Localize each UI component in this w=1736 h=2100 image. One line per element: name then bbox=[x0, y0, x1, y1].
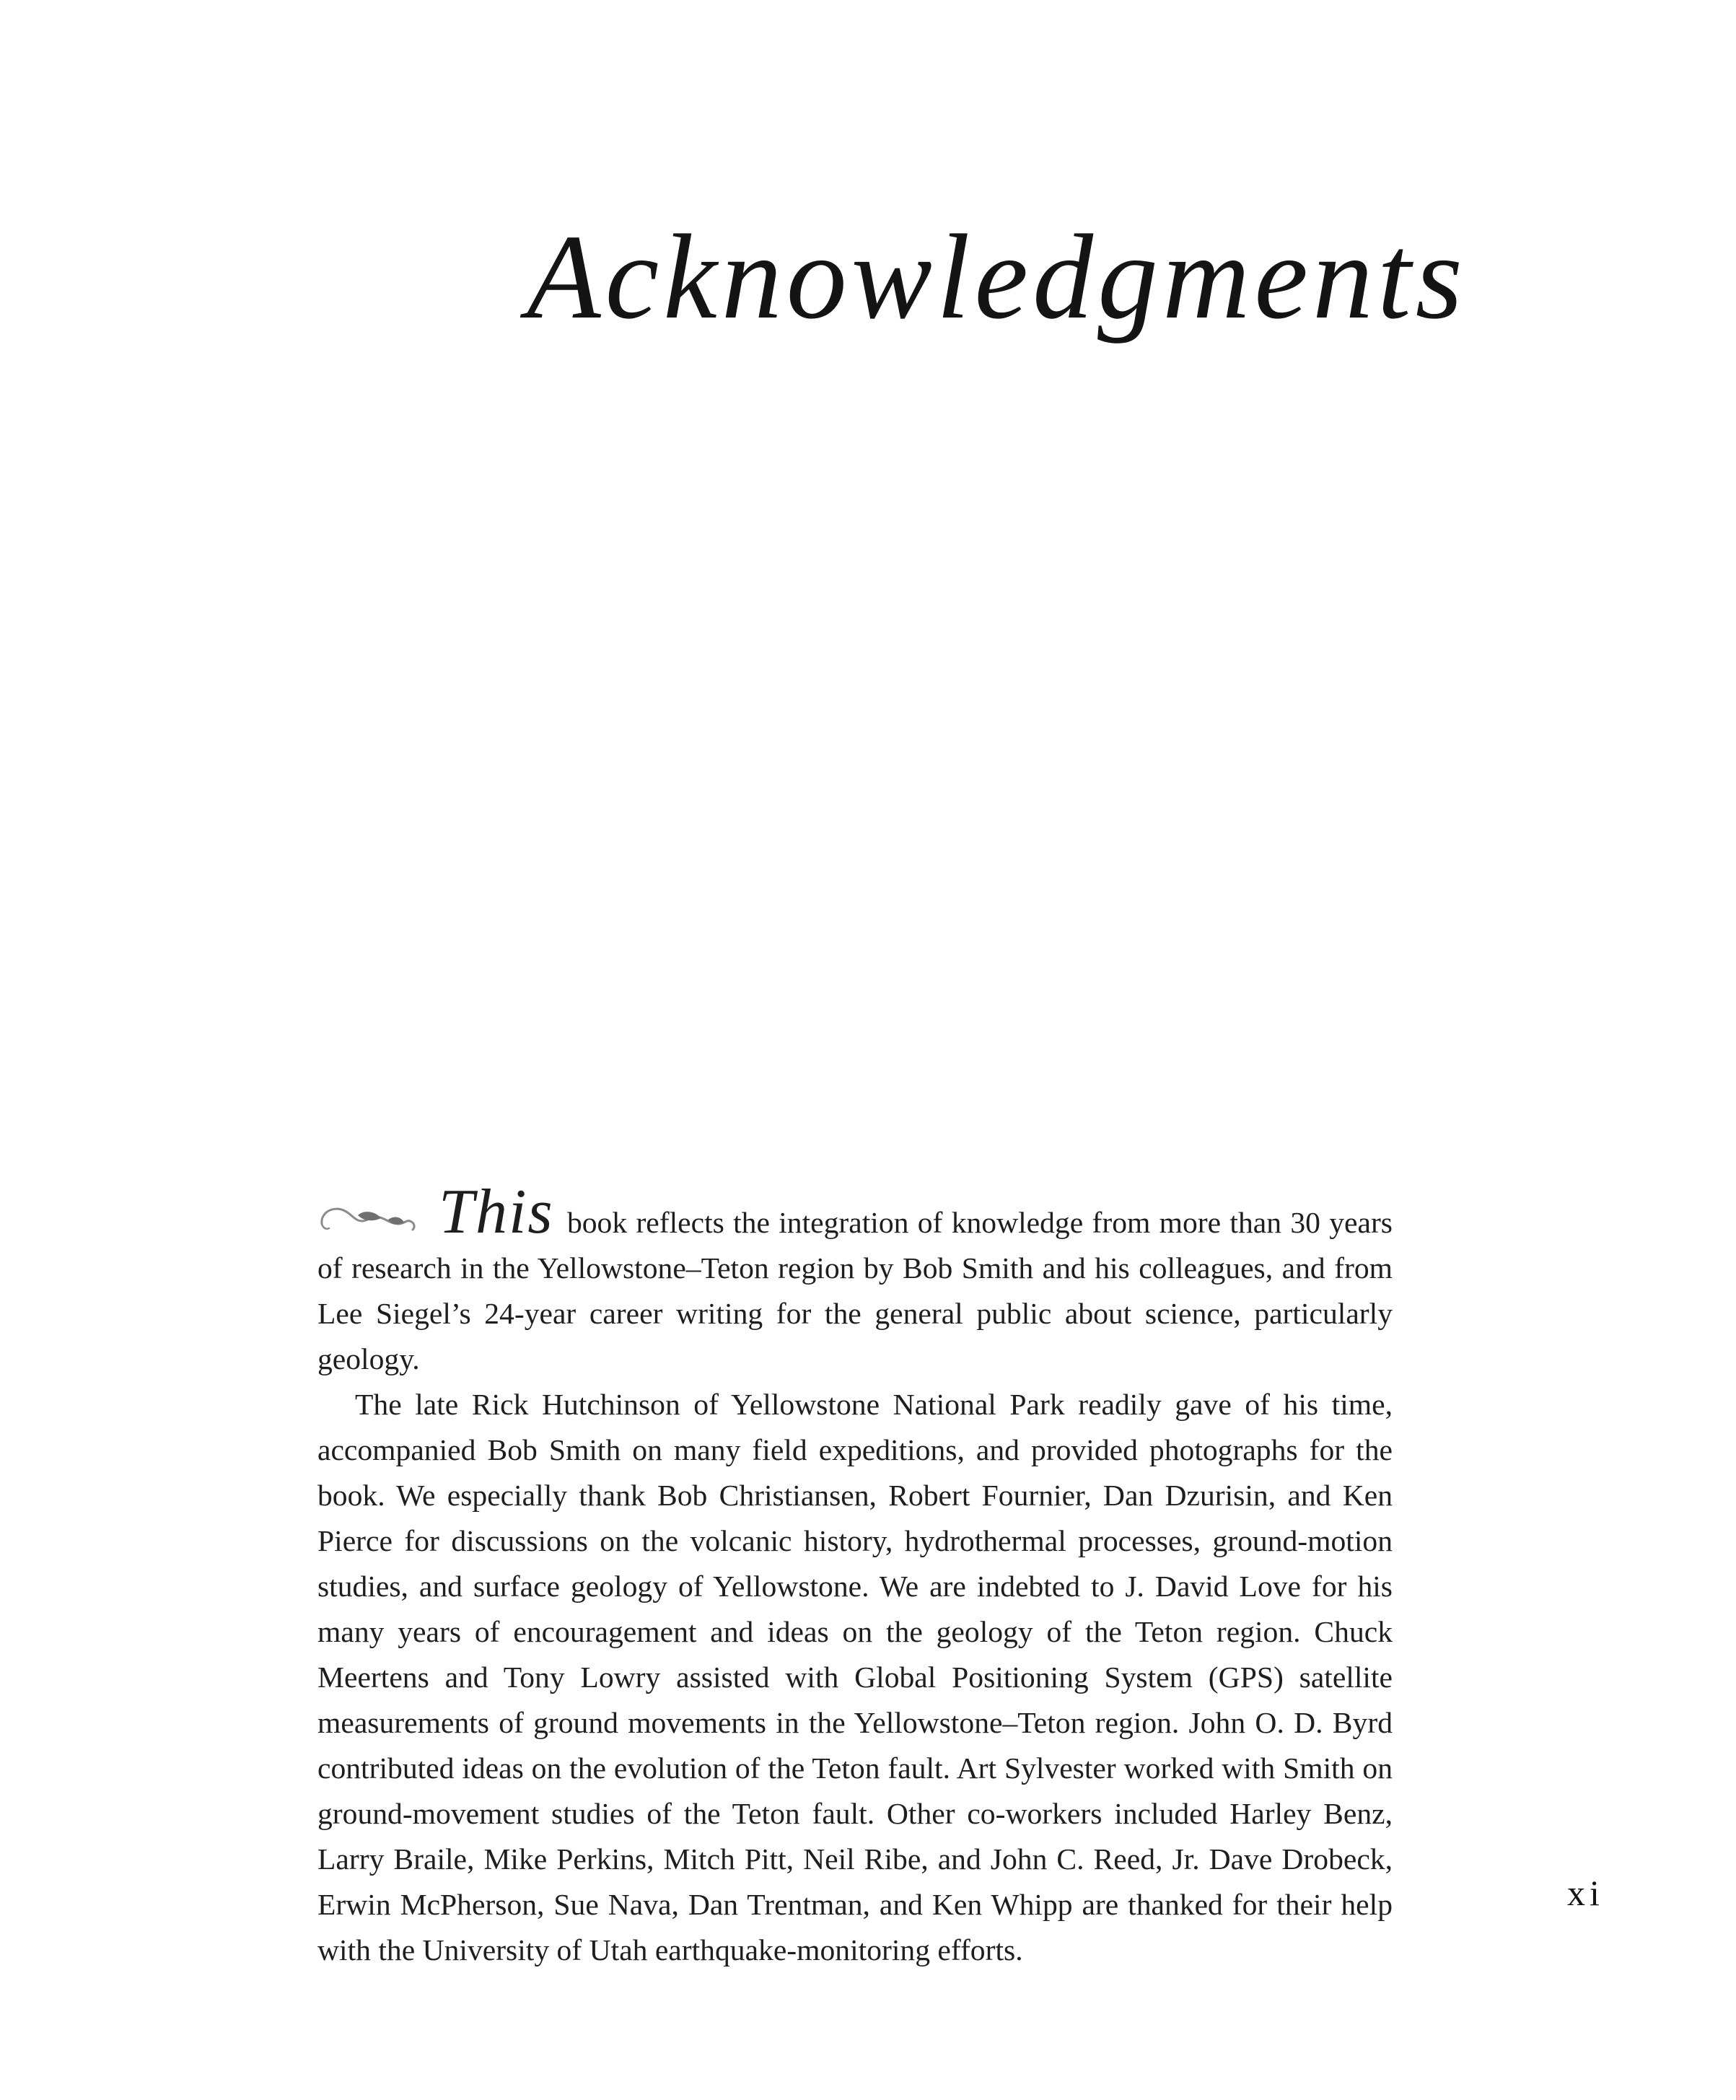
page-title: Acknowledgments bbox=[527, 210, 1467, 344]
fleuron-ornament-icon bbox=[317, 1199, 418, 1233]
page-number: xi bbox=[1567, 1873, 1604, 1913]
paragraph-2: The late Rick Hutchinson of Yellowstone National Park readily gave of his time, accompanied Bob Smith on many field expeditions, and provided photographs for the book. We especially thank Bob Christiansen, Robert Fournier, Dan Dzurisin, and Ken Pierce for discussions on the volcanic history, hydrothermal processes, ground-motion studies, and surface geology of Yellowstone. We are indebted to J. David Love for his many years of encouragement and ideas on the geology of the Teton region. Chuck Meertens and Tony Lowry assisted with Global Positioning System (GPS) satellite measurements of ground movements in the Yellowstone–Teton region. John O. D. Byrd contributed ideas on the evolution of the Teton fault. Art Sylvester worked with Smith on ground-movement studies of the Teton fault. Other co-workers included Harley Benz, Larry Braile, Mike Perkins, Mitch Pitt, Neil Ribe, and John C. Reed, Jr. Dave Drobeck, Erwin McPherson, Sue Nava, Dan Trentman, and Ken Whipp are thanked for their help with the University of Utah earthquake-monitoring efforts. bbox=[317, 1388, 1393, 1966]
paragraph-1 bbox=[317, 1177, 1393, 1382]
paragraph-1-text: book reflects the integration of knowledge from more than 30 years of research in the Yellowstone–Teton region by Bob Smith and his colleagues, and from Lee Siegel’s 24-year career writing for the general public about science, particularly geology. bbox=[317, 1206, 1393, 1375]
lead-word: This bbox=[439, 1177, 554, 1247]
acknowledgments-body bbox=[317, 1177, 1393, 1973]
